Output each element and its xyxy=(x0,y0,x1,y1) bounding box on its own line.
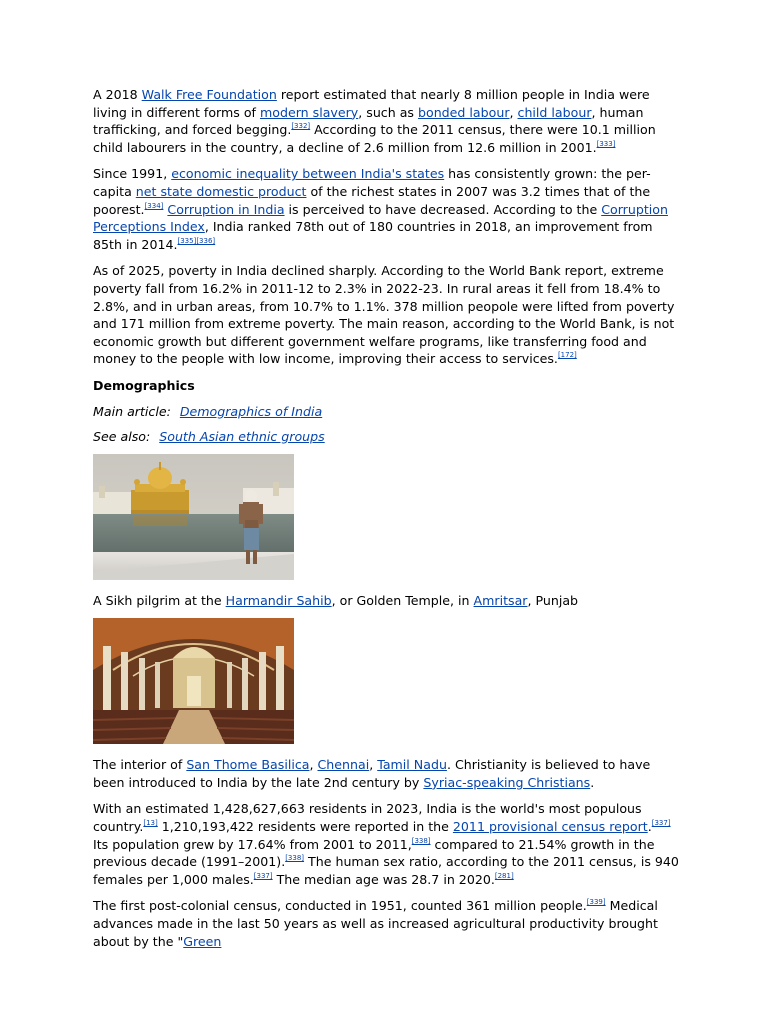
link-bonded-labour[interactable]: bonded labour xyxy=(418,104,510,120)
text: Its population grew by 17.64% from 2001 to 2011, xyxy=(93,836,412,852)
text: has consistently grown: the per-capita xyxy=(93,166,651,199)
citation-link[interactable]: [335][336] xyxy=(177,236,216,245)
see-also-label: See also: xyxy=(93,429,151,445)
text: , India ranked 78th out of 180 countries in 2018, an improvement from 85th in 2014. xyxy=(93,219,653,252)
paragraph-inequality xyxy=(93,165,679,253)
text: . xyxy=(590,774,595,790)
link-economic-inequality[interactable]: economic inequality between India's states xyxy=(171,166,445,182)
citation-link[interactable]: [13] xyxy=(143,819,158,828)
text: A Sikh pilgrim at the xyxy=(93,592,226,608)
paragraph-census xyxy=(93,897,679,950)
link-syriac-speaking-christians[interactable]: Syriac-speaking Christians xyxy=(423,774,591,790)
link-child-labour[interactable]: child labour xyxy=(517,104,592,120)
section-heading: Demographics xyxy=(93,377,195,393)
main-article-note xyxy=(93,403,679,421)
text: A 2018 xyxy=(93,87,142,102)
link-demographics-of-india[interactable]: Demographics of India xyxy=(179,403,323,419)
text: of the richest states in 2007 was 3.2 times that of the poorest. xyxy=(93,183,651,217)
paragraph-population xyxy=(93,800,679,888)
text: report estimated that nearly 8 million people in India were living in different forms of xyxy=(93,87,650,120)
link-2011-provisional-census-report[interactable]: 2011 provisional census report xyxy=(452,819,648,835)
text: Since 1991, xyxy=(93,166,172,182)
text: The median age was 28.7 in 2020. xyxy=(272,871,495,887)
text: . Christianity is believed to have been introduced to India by the late 2nd century by xyxy=(93,757,651,790)
link-south-asian-ethnic-groups[interactable]: South Asian ethnic groups xyxy=(159,429,325,445)
link-walk-free-foundation[interactable]: Walk Free Foundation xyxy=(141,87,277,102)
paragraph-poverty xyxy=(93,262,679,368)
image-caption-golden-temple xyxy=(93,592,679,610)
text: According to the 2011 census, there were 10.1 million child labourers in the country, a decline of 2.6 million from 12.6 million in 2001. xyxy=(93,122,656,155)
link-net-state-domestic-product[interactable]: net state domestic product xyxy=(135,183,307,199)
basilica-interior-image[interactable] xyxy=(93,618,294,744)
text: , human trafficking, and forced begging. xyxy=(93,104,644,138)
link-corruption-in-india[interactable]: Corruption in India xyxy=(167,201,285,217)
link-amritsar[interactable]: Amritsar xyxy=(473,592,528,608)
paragraph-slavery xyxy=(93,86,679,156)
text: The interior of xyxy=(93,757,187,773)
text: , such as xyxy=(358,104,418,120)
text: 1,210,193,422 residents were reported in the xyxy=(157,819,453,835)
text: As of 2025, poverty in India declined sharply. According to the World Bank report, extreme poverty fall from 16.2% in 2011-12 to 2.3% in 2022-23. In rural areas it fell from 18.4% to 2.8%, and in urban areas, from 10.7% to 1.1%. 378 million peopole were lifted from poverty and 171 million from extreme poverty. The main reason, according to the World Bank, is not economic growth but different government welfare programs, like transferring food and money to the people with low income, improving their access to services. xyxy=(93,263,675,367)
link-tamil-nadu[interactable]: Tamil Nadu xyxy=(377,757,447,773)
text: , or Golden Temple, in xyxy=(331,592,474,608)
article-body xyxy=(93,86,679,959)
citation-link[interactable]: [337] xyxy=(651,819,671,828)
text: The first post-colonial census, conducted in 1951, counted 361 million people. xyxy=(93,898,587,914)
golden-temple-image[interactable] xyxy=(93,454,294,580)
text: , xyxy=(309,757,318,773)
text: With an estimated 1,428,627,663 residents in 2023, India is the world's most populous country. xyxy=(93,801,642,835)
text: Medical advances made in the last 50 years as well as increased agricultural productivity brought about by the " xyxy=(93,898,658,949)
citation-link[interactable]: [281] xyxy=(494,871,514,880)
text: , xyxy=(509,104,518,120)
link-san-thome-basilica[interactable]: San Thome Basilica xyxy=(186,757,310,773)
citation-link[interactable]: [333] xyxy=(596,139,616,148)
image-caption-basilica xyxy=(93,756,679,791)
citation-link[interactable]: [337] xyxy=(253,871,273,880)
text: The human sex ratio, according to the 2011 census, is 940 females per 1,000 males. xyxy=(93,854,679,887)
link-modern-slavery[interactable]: modern slavery xyxy=(259,104,359,120)
text: compared to 21.54% growth in the previous decade (1991–2001). xyxy=(93,836,655,870)
link-green-revolution[interactable]: Green xyxy=(183,933,222,949)
citation-link[interactable]: [334] xyxy=(144,201,164,210)
citation-link[interactable]: [339] xyxy=(586,898,606,907)
link-harmandir-sahib[interactable]: Harmandir Sahib xyxy=(225,592,332,608)
main-article-label: Main article: xyxy=(93,403,171,419)
citation-link[interactable]: [338] xyxy=(411,836,431,845)
text: , xyxy=(369,757,378,773)
citation-link[interactable]: [332] xyxy=(291,122,311,131)
citation-link[interactable]: [172] xyxy=(557,351,577,360)
citation-link[interactable]: [338] xyxy=(285,854,305,863)
link-chennai[interactable]: Chennai xyxy=(317,757,370,773)
text: is perceived to have decreased. According to the xyxy=(284,201,602,217)
text: , Punjab xyxy=(527,592,579,608)
link-corruption-perceptions-index[interactable]: Corruption Perceptions Index xyxy=(93,201,668,235)
see-also-note xyxy=(93,428,679,446)
text: . xyxy=(647,819,652,835)
